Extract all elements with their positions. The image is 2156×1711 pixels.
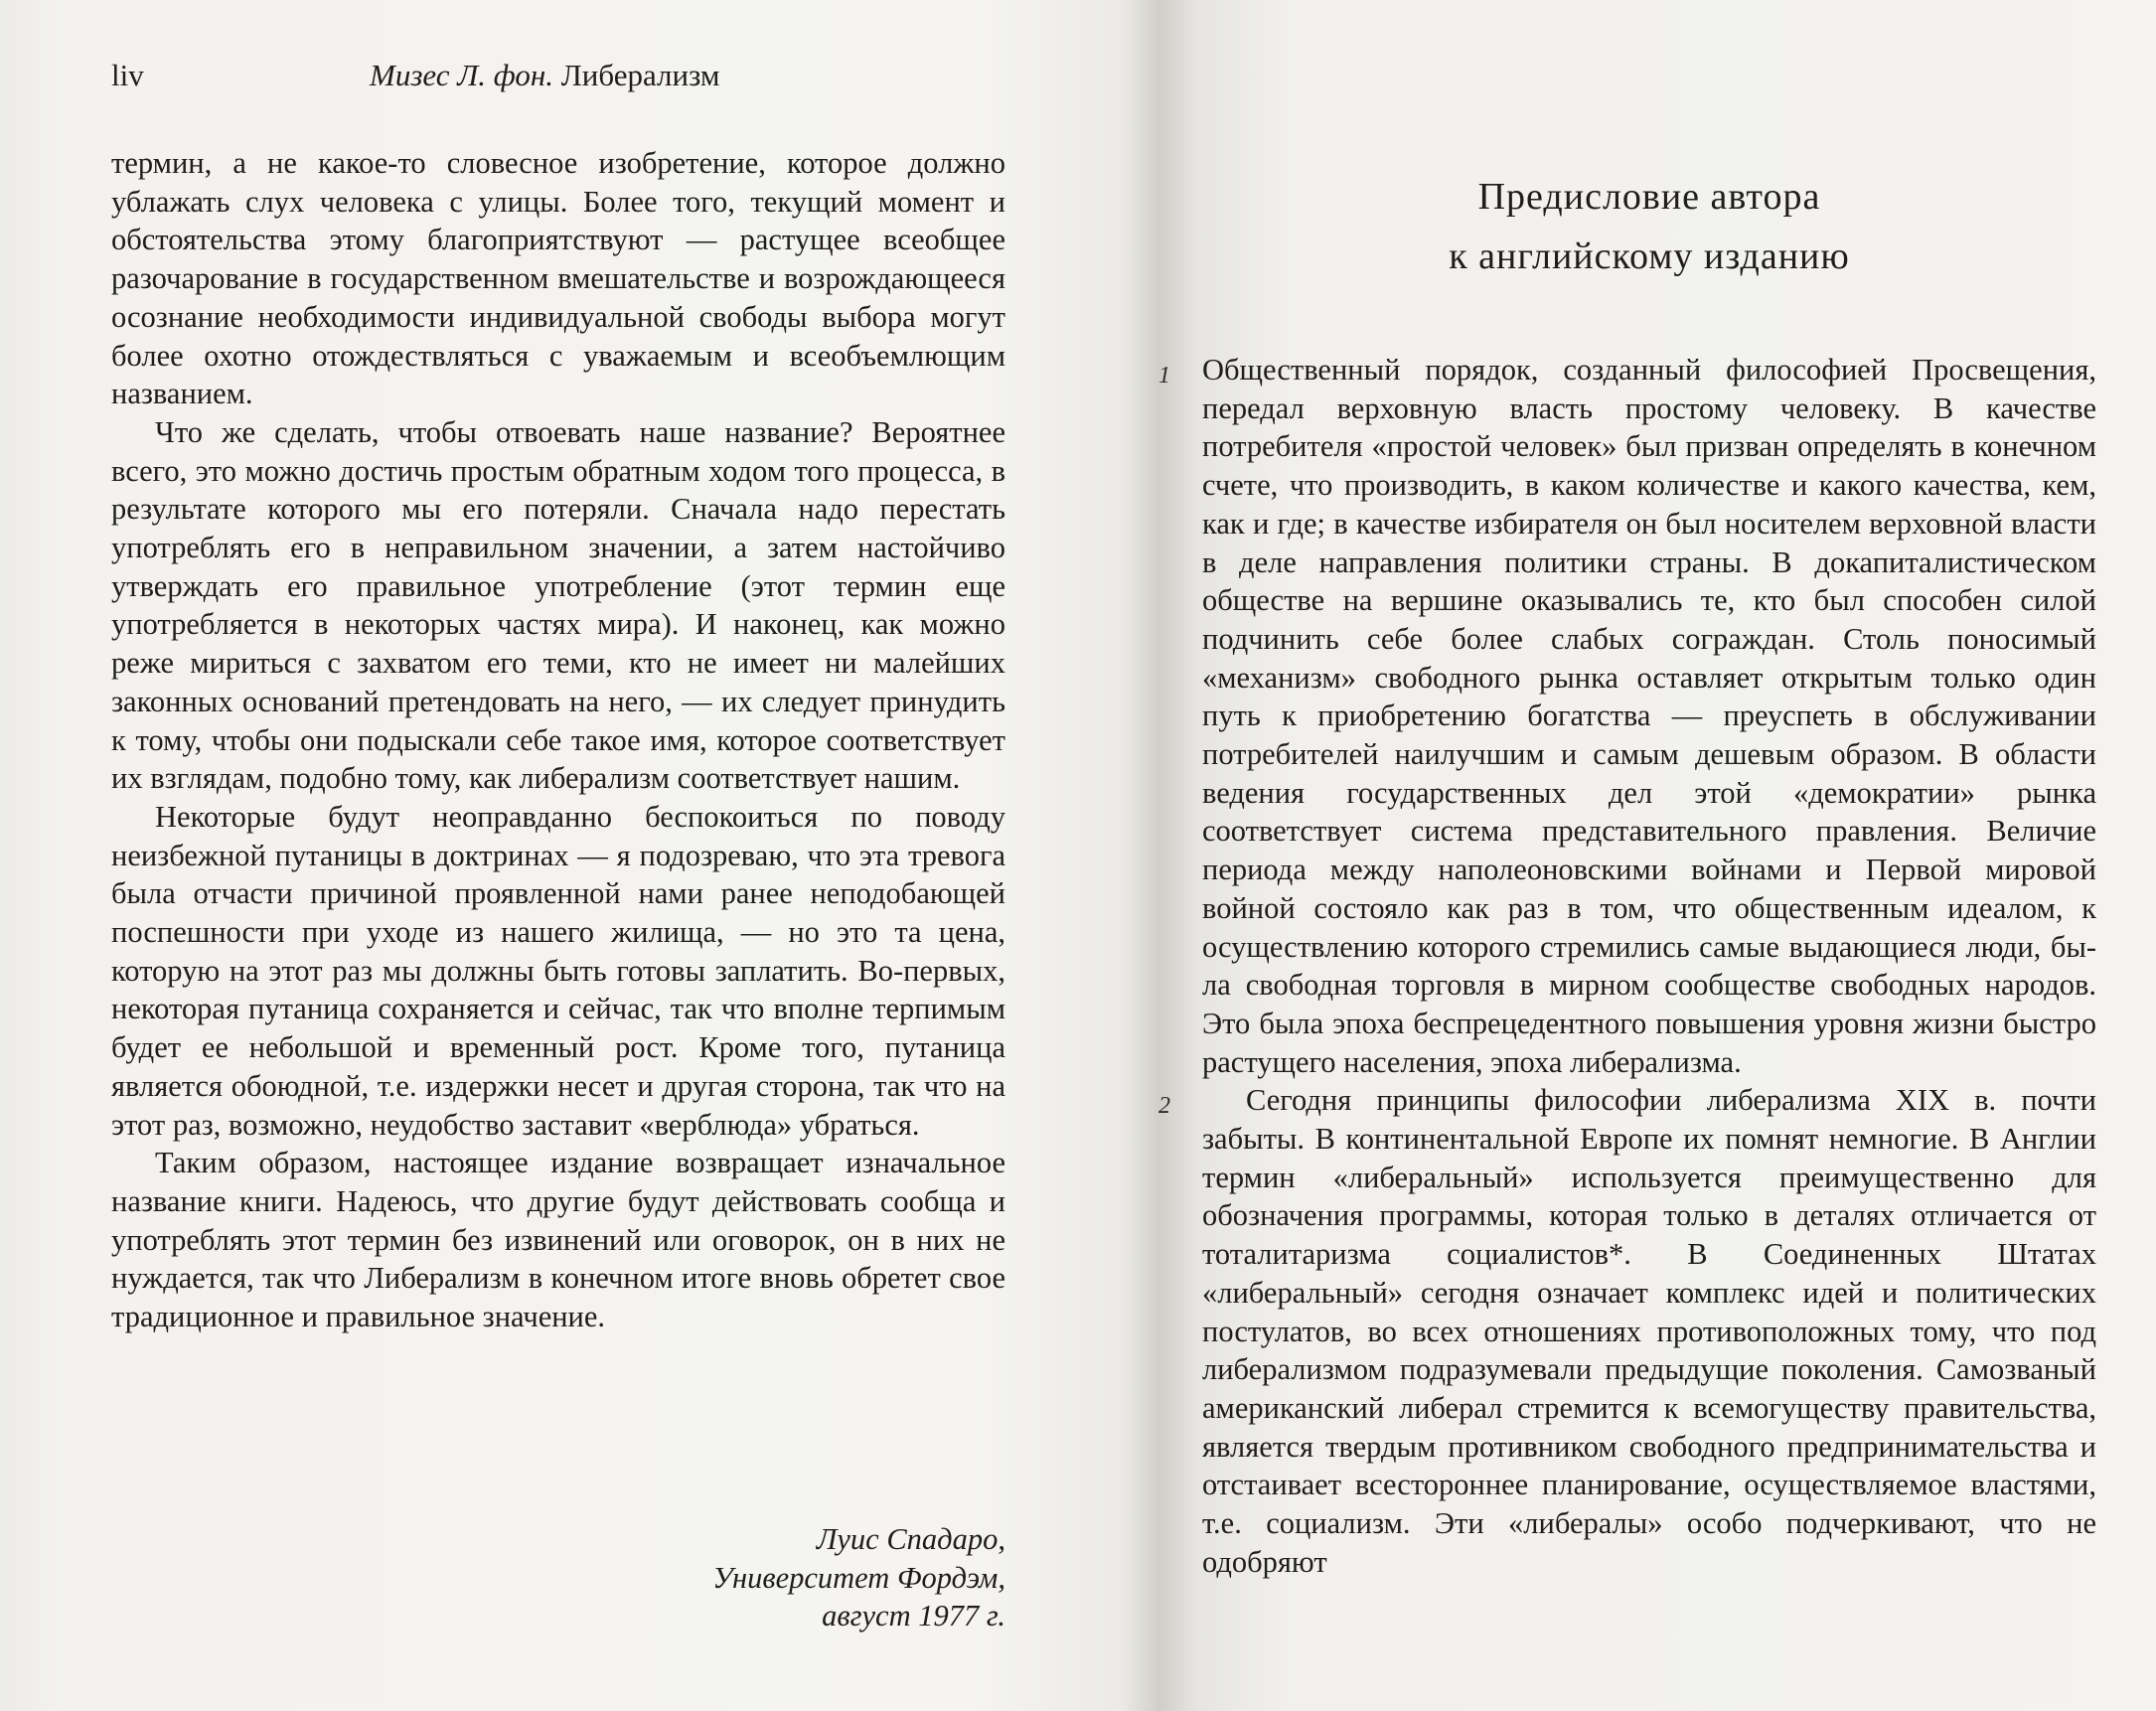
paragraph: Некоторые будут неоправданно беспокоиться по поводу неизбежной путаницы в доктринах — я подозреваю, что эта тревога была отчасти причиной проявленной нами ранее неподобающей поспешности при уходе из нашего жилища, — но это та цена, которую на этот раз мы должны быть готовы заплатить. Во-первых, некоторая путаница сохраняется и сейчас, так что вполне терпимым будет ее небольшой и временный рост. Кроме того, путаница является обоюдной, т.е. издержки несет и другая сторона, так что на этот раз, возможно, неудобство заставит «верблюда» убраться. (111, 799, 1005, 1142)
paragraph: термин, а не какое-то словесное изобретение, которое должно ублажать слух человека с улицы. Более того, текущий момент и обстоятельства этому благоприятствуют — растущее всеобщее разочарование в государственном вмешательстве и возрождающееся осознание необходимости индивидуальной свободы выбора могут более охотно отождествляться с уважаемым и всеобъемлющим названием. (111, 146, 1005, 411)
paragraph: Сегодня принципы философии либерализма XIX в. почти забыты. В континентальной Европе их помнят немногие. В Англии термин «либеральный» используется преимущественно для обозначения программы, которая только в деталях отличается от тоталитаризма социалистов*. В Соединенных Штатах «либеральный» сегодня означает комплекс идей и политических постулатов, во всех отношениях противоположных тому, что под либерализмом подразумевали предыдущие поколения. Самозваный американский либерал стремится к всемогуществу правительства, является твердым противником свободного предпринимательства и отстаивает всестороннее планирование, осуществляемое властями, т.е. социализм. Эти «либералы» особо подчеркивают, что не одобряют (1202, 1083, 2096, 1579)
signature-date: август 1977 г. (822, 1599, 1005, 1633)
paragraph: Что же сделать, чтобы отвоевать наше название? Вероятнее всего, это можно достичь простым обратным ходом того процесса, в результате которого мы его потеряли. Сначала надо перестать употреблять его в неправильном значении, а затем настойчиво утверждать его правильное употребление (этот термин еще употребляется в некоторых частях мира). И наконец, как можно реже мириться с захватом его теми, кто не имеет ни малейших законных оснований претендовать на него, — их следует принудить к тому, чтобы они подыскали себе такое имя, которое соответствует их взглядам, подобно тому, как либерализм соответствует нашим. (111, 414, 1005, 796)
running-head-book: Либерализм (560, 58, 720, 92)
left-body-text (111, 144, 1005, 1336)
page-number: liv (111, 58, 144, 92)
chapter-title (1143, 167, 2156, 286)
chapter-title-line-2: к английскому изданию (1449, 235, 1850, 277)
chapter-title-line-1: Предисловие автора (1477, 176, 1821, 218)
running-head-author: Мизес Л. фон. (370, 58, 554, 92)
paragraph-number: 2 (1158, 1093, 1170, 1120)
running-head-title (370, 58, 720, 93)
paragraph-number: 1 (1158, 363, 1170, 389)
numbered-paragraph (1158, 351, 2096, 1081)
right-body-text (1158, 351, 2096, 1582)
numbered-paragraph (1158, 1081, 2096, 1581)
paragraph: Общественный порядок, созданный философией Просвещения, передал верховную власть простому человеку. В качестве потребителя «простой человек» был призван определять в конечном счете, что производить, в каком количестве и какого качества, кем, как и где; в качестве избирателя он был носителем верховной власти в деле направления политики страны. В докапиталистическом обществе на вершине оказывались те, кто был способен силой подчинить себе более слабых сограждан. Столь поносимый «механизм» свободного рынка оставляет открытым только один путь к приобретению богатства — преуспеть в обслуживании потребителей наилучшим и самым дешевым образом. В области ведения государственных дел этой «демократии» рынка соответствует система представительного правления. Величие периода между наполеоновскими войнами и Первой мировой войной состояло как раз в том, что общественным идеалом, к осуществлению которого стремились самые выдающиеся люди, была свободная торговля в мирном сообществе свободных народов. Это была эпоха беспрецедентного повышения уровня жизни быстро растущего населения, эпоха либерализма. (1202, 353, 2096, 1079)
signature-affiliation: Университет Фордэм, (712, 1560, 1005, 1595)
right-page (1143, 0, 2156, 1711)
signature-block (489, 1520, 1005, 1635)
running-head-left (111, 58, 1005, 97)
paragraph: Таким образом, настоящее издание возвращает изначальное название книги. Надеюсь, что другие будут действовать сообща и употреблять этот термин без извинений или оговорок, он в них не нуждается, так что Либерализм в конечном итоге вновь обретет свое традиционное и правильное значение. (111, 1146, 1005, 1334)
signature-name: Луис Спадаро, (816, 1522, 1005, 1556)
